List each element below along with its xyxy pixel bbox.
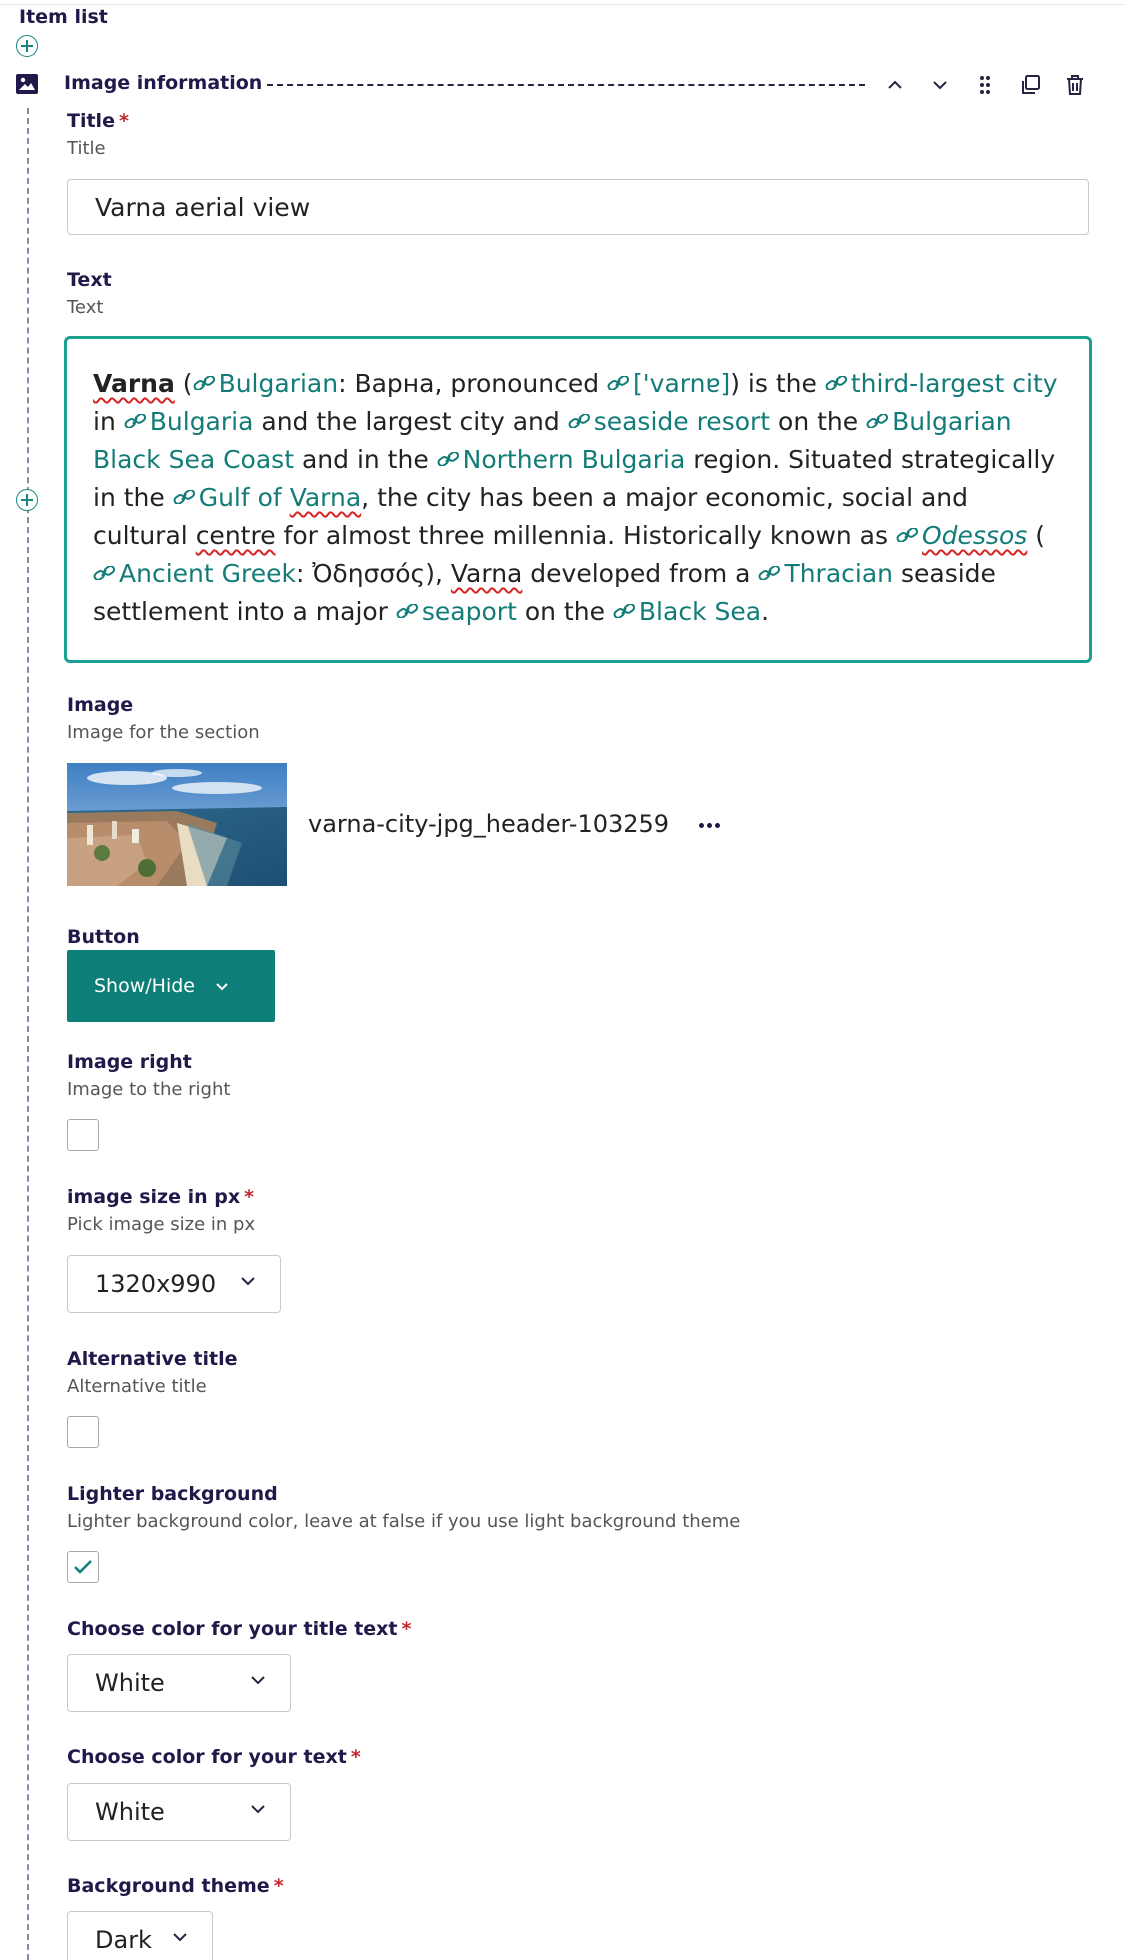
link-icon bbox=[93, 566, 115, 580]
bg-theme-select[interactable] bbox=[67, 1911, 213, 1960]
chevron-down-icon bbox=[250, 1804, 266, 1814]
image-thumbnail[interactable] bbox=[67, 763, 287, 886]
title-color-value: White bbox=[95, 1669, 165, 1697]
checkmark-icon bbox=[73, 1559, 93, 1575]
add-item-top-button[interactable] bbox=[16, 35, 38, 57]
title-description: Title bbox=[67, 138, 106, 159]
image-right-description: Image to the right bbox=[67, 1079, 231, 1100]
lighter-bg-field bbox=[67, 1483, 740, 1532]
text-color-label: Choose color for your text * bbox=[67, 1746, 361, 1768]
text-color-value: White bbox=[95, 1798, 165, 1826]
link-icon bbox=[568, 414, 590, 428]
duplicate-icon[interactable] bbox=[1015, 70, 1044, 99]
link-bulgarian[interactable]: Bulgarian bbox=[193, 369, 339, 398]
button-field bbox=[67, 926, 140, 948]
show-hide-label: Show/Hide bbox=[94, 975, 195, 997]
link-icon bbox=[866, 414, 888, 428]
more-horizontal-icon[interactable] bbox=[695, 813, 723, 837]
link-icon bbox=[173, 490, 195, 504]
link-third-largest[interactable]: third-largest city bbox=[825, 369, 1058, 398]
item-list-title: Item list bbox=[19, 6, 108, 28]
link-northern-bulgaria[interactable]: Northern Bulgaria bbox=[437, 445, 686, 474]
lighter-bg-description: Lighter background color, leave at false if you use light background theme bbox=[67, 1511, 741, 1532]
title-field bbox=[67, 110, 129, 159]
link-ancient-greek[interactable]: Ancient Greek bbox=[93, 559, 296, 588]
text-color-select[interactable] bbox=[67, 1783, 291, 1841]
image-size-field bbox=[67, 1186, 255, 1235]
link-black-sea[interactable]: Black Sea bbox=[613, 597, 761, 626]
link-icon bbox=[613, 604, 635, 618]
item-guide-line bbox=[27, 108, 29, 1960]
image-label: Image bbox=[67, 694, 134, 716]
link-pronunciation[interactable]: ['varnɐ] bbox=[607, 369, 730, 398]
header-divider bbox=[267, 84, 865, 86]
link-icon bbox=[396, 604, 418, 618]
move-up-icon[interactable] bbox=[880, 70, 909, 99]
rich-text-editor[interactable]: Varna ( Bulgarian: Варна, pronounced ['varnɐ]) is the third-largest city in Bulgaria and the largest city and seaside resort on the Bulgarian Black Sea Coast and in the Northern Bulgaria region. Situated strategically in the Gulf of Varna, the city has been a major economic, social and cultural centre for almost three millennia. Historically known as Odessos (Ancient Greek: Ὀδησσός), Varna developed from a Thracian seaside settlement into a major seaport on the Black Sea. bbox=[64, 336, 1092, 663]
image-description: Image for the section bbox=[67, 722, 260, 743]
item-header bbox=[16, 70, 1116, 100]
title-color-label: Choose color for your title text * bbox=[67, 1618, 412, 1640]
drag-handle-icon[interactable] bbox=[970, 70, 999, 99]
link-icon bbox=[825, 376, 847, 390]
title-label: Title * bbox=[67, 110, 129, 132]
link-icon bbox=[607, 376, 629, 390]
chevron-down-icon bbox=[215, 982, 229, 991]
alt-title-field bbox=[67, 1348, 237, 1397]
image-size-value: 1320x990 bbox=[95, 1270, 217, 1298]
text-label: Text bbox=[67, 269, 112, 291]
chevron-down-icon bbox=[250, 1675, 266, 1685]
text-field bbox=[67, 269, 112, 318]
link-icon bbox=[437, 452, 459, 466]
link-seaport[interactable]: seaport bbox=[396, 597, 517, 626]
link-icon bbox=[193, 376, 215, 390]
image-right-field bbox=[67, 1051, 230, 1100]
bg-theme-field bbox=[67, 1875, 284, 1897]
chevron-down-icon bbox=[172, 1932, 188, 1942]
text-color-field bbox=[67, 1746, 361, 1768]
link-seaside-resort[interactable]: seaside resort bbox=[568, 407, 770, 436]
lighter-bg-checkbox[interactable] bbox=[67, 1551, 99, 1583]
link-thracian[interactable]: Thracian bbox=[758, 559, 893, 588]
link-odessos[interactable]: Odessos bbox=[896, 521, 1027, 550]
image-right-checkbox[interactable] bbox=[67, 1119, 99, 1151]
image-size-select[interactable] bbox=[67, 1255, 281, 1313]
link-bulgaria[interactable]: Bulgaria bbox=[124, 407, 254, 436]
image-size-description: Pick image size in px bbox=[67, 1214, 256, 1235]
add-item-inline-button[interactable] bbox=[16, 489, 38, 511]
delete-icon[interactable] bbox=[1060, 70, 1089, 99]
title-color-field bbox=[67, 1618, 411, 1640]
alt-title-checkbox[interactable] bbox=[67, 1416, 99, 1448]
move-down-icon[interactable] bbox=[925, 70, 954, 99]
lighter-bg-label: Lighter background bbox=[67, 1483, 278, 1505]
link-gulf-of-varna[interactable]: Gulf of Varna bbox=[173, 483, 361, 512]
bg-theme-label: Background theme * bbox=[67, 1875, 284, 1897]
image-right-label: Image right bbox=[67, 1051, 192, 1073]
image-filename: varna-city-jpg_header-103259 bbox=[308, 810, 670, 838]
button-label: Button bbox=[67, 926, 140, 948]
image-field bbox=[67, 694, 260, 743]
link-icon bbox=[896, 528, 918, 542]
chevron-down-icon bbox=[240, 1276, 256, 1286]
bg-theme-value: Dark bbox=[95, 1926, 152, 1954]
top-divider bbox=[0, 4, 1125, 5]
image-icon bbox=[16, 74, 38, 94]
link-black-sea-coast[interactable]: Bulgarian Black Sea Coast bbox=[93, 407, 1012, 474]
alt-title-description: Alternative title bbox=[67, 1376, 207, 1397]
link-icon bbox=[124, 414, 146, 428]
title-input[interactable]: Varna aerial view bbox=[67, 179, 1089, 235]
title-color-select[interactable] bbox=[67, 1654, 291, 1712]
item-title: Image information bbox=[64, 72, 263, 94]
alt-title-label: Alternative title bbox=[67, 1348, 238, 1370]
link-icon bbox=[758, 566, 780, 580]
item-actions bbox=[880, 70, 1089, 100]
image-size-label: image size in px * bbox=[67, 1186, 255, 1208]
text-description: Text bbox=[67, 297, 104, 318]
show-hide-button[interactable] bbox=[67, 950, 275, 1022]
